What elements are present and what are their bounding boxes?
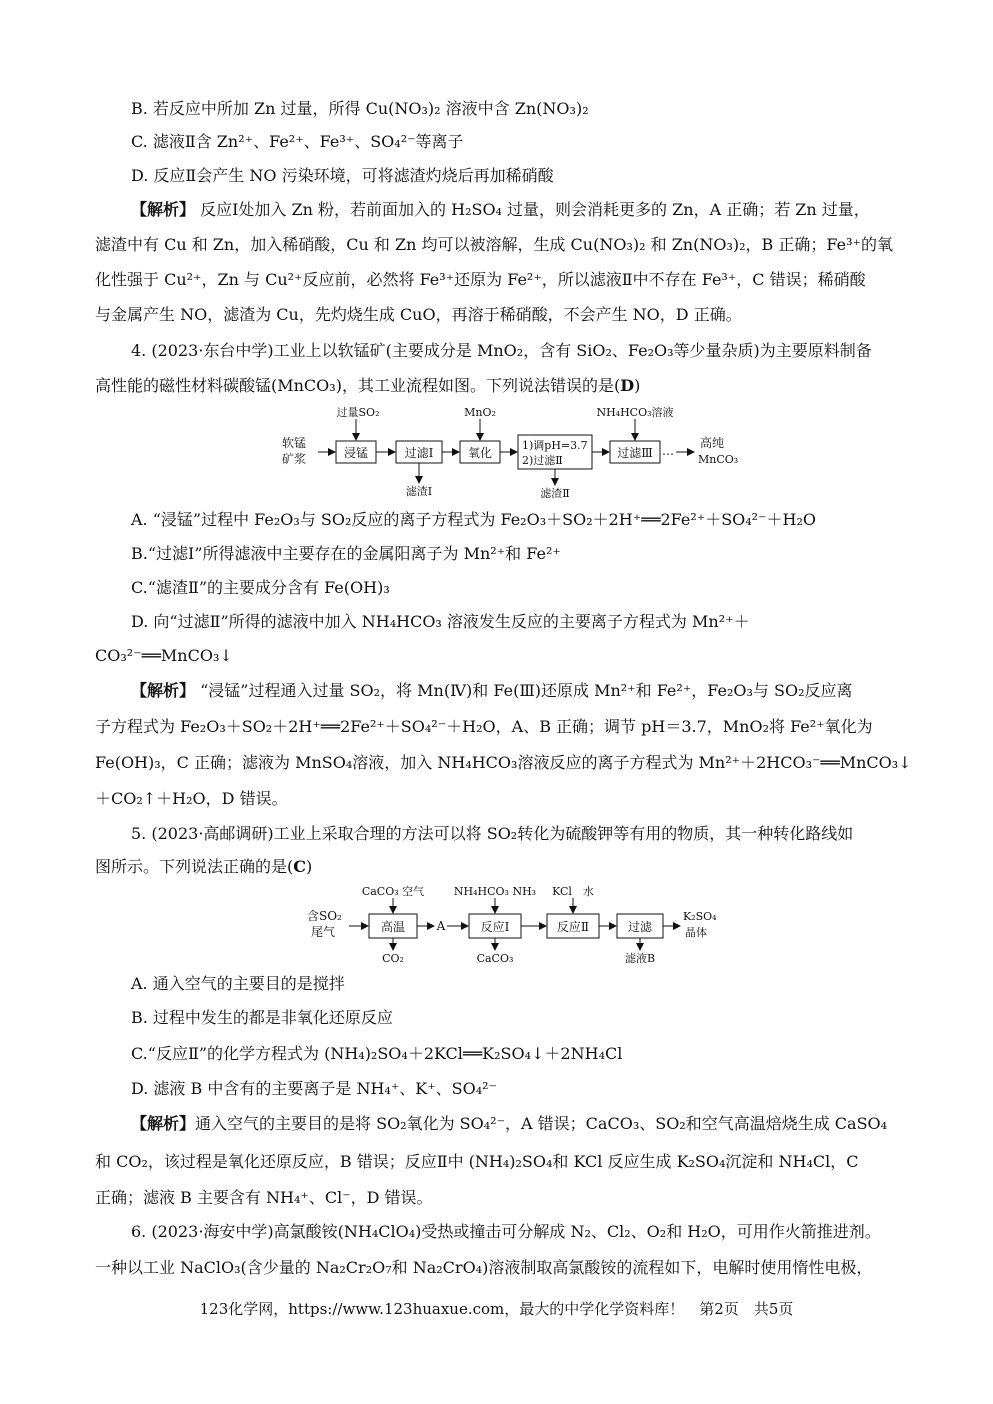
diagram2-intermediate: A (436, 919, 446, 933)
q4-explanation-line (131, 680, 852, 702)
diagram2-output: 晶体 (685, 926, 707, 939)
diagram2-byproduct: CO₂ (382, 952, 404, 965)
q4-option-b: B.“过滤Ⅰ”所得滤液中主要存在的金属阳离子为 Mn²⁺和 Fe²⁺ (131, 544, 561, 563)
q4-stem: 高性能的磁性材料碳酸锰(MnCO₃)，其工业流程如图。下列说法错误的是(D) (95, 376, 641, 395)
q4-answer-letter: D (620, 376, 635, 395)
diagram1-step-adjust: 2)过滤Ⅱ (522, 454, 563, 467)
flow-diagram-1 (280, 405, 750, 501)
diagram2-reagent: KCl 水 (552, 885, 594, 898)
q3-option-c: C. 滤液Ⅱ含 Zn²⁺、Fe²⁺、Fe³⁺、SO₄²⁻等离子 (131, 132, 464, 151)
explanation-tag: 【解析】 (131, 681, 196, 700)
q3-explanation-line: 与金属产生 NO，滤渣为 Cu，先灼烧生成 CuO，再溶于稀硝酸，不会产生 NO，D 正确。 (95, 305, 742, 324)
q3-explanation-line: 滤渣中有 Cu 和 Zn，加入稀硝酸，Cu 和 Zn 均可以被溶解，生成 Cu(NO₃)₂ 和 Zn(NO₃)₂，B 正确；Fe³⁺的氧 (95, 235, 893, 254)
q5-option-b: B. 过程中发生的都是非氧化还原反应 (131, 1008, 393, 1027)
diagram2-step-filter: 过滤 (627, 920, 653, 934)
q4-option-d: D. 向“过滤Ⅱ”所得的滤液中加入 NH₄HCO₃ 溶液发生反应的主要离子方程式为 Mn²⁺＋ (131, 612, 750, 631)
q5-option-c: C.“反应Ⅱ”的化学方程式为 (NH₄)₂SO₄＋2KCl══K₂SO₄↓＋2NH₄Cl (131, 1044, 623, 1063)
q4-option-d: CO₃²⁻══MnCO₃↓ (95, 646, 233, 665)
diagram2-reagent: CaCO₃ 空气 (361, 885, 425, 898)
q5-stem: 5. (2023·高邮调研)工业上采取合理的方法可以将 SO₂转化为硫酸钾等有用的物质，其一种转化路线如 (131, 824, 854, 843)
diagram1-output: MnCO₃ (698, 453, 739, 466)
explanation-tag: 【解析】 (131, 200, 196, 219)
q5-explanation-line: 和 CO₂，该过程是氧化还原反应，B 错误；反应Ⅱ中 (NH₄)₂SO₄和 KCl 反应生成 K₂SO₄沉淀和 NH₄Cl，C (95, 1152, 859, 1171)
diagram2-input: 尾气 (311, 925, 336, 939)
diagram1-step-leach: 浸锰 (343, 446, 369, 460)
q5-option-d: D. 滤液 B 中含有的主要离子是 NH₄⁺、K⁺、SO₄²⁻ (131, 1079, 498, 1098)
diagram1-ellipsis: … (662, 444, 674, 458)
diagram2-filtrate: 滤液B (624, 952, 656, 965)
diagram1-residue1: 滤渣Ⅰ (405, 485, 433, 498)
diagram2-output: K₂SO₄ (683, 910, 717, 923)
q3-explanation-line: 化性强于 Cu²⁺，Zn 与 Cu²⁺反应前，必然将 Fe³⁺还原为 Fe²⁺，所以滤液Ⅱ中不存在 Fe³⁺，C 错误；稀硝酸 (95, 270, 866, 289)
q5-explanation-line (131, 1113, 887, 1135)
diagram2-step-heat: 高温 (380, 920, 406, 934)
diagram1-step-filter1: 过滤Ⅰ (404, 446, 434, 460)
q5-stem: 图所示。下列说法正确的是(C) (95, 857, 313, 876)
diagram2-byproduct: CaCO₃ (476, 952, 514, 965)
diagram1-reagent: 过量SO₂ (336, 406, 380, 419)
q4-option-a: A. “浸锰”过程中 Fe₂O₃与 SO₂反应的离子方程式为 Fe₂O₃＋SO₂＋2H⁺══2Fe²⁺＋SO₄²⁻＋H₂O (131, 510, 817, 529)
page-footer: 123化学网，https://www.123huaxue.com，最大的中学化学资料库！ 第2页 共5页 (199, 1300, 794, 1318)
diagram2-reagent: NH₄HCO₃ NH₃ (453, 885, 537, 898)
q6-stem: 6. (2023·海安中学)高氯酸铵(NH₄ClO₄)受热或撞击可分解成 N₂、Cl₂、O₂和 H₂O，可用作火箭推进剂。 (131, 1222, 881, 1241)
q6-stem: 一种以工业 NaClO₃(含少量的 Na₂Cr₂O₇和 Na₂CrO₄)溶液制取高氯酸铵的流程如下，电解时使用惰性电极， (95, 1258, 873, 1277)
diagram1-reagent: MnO₂ (464, 406, 496, 419)
q4-explanation-line: Fe(OH)₃，C 正确；滤液为 MnSO₄溶液，加入 NH₄HCO₃溶液反应的离子方程式为 Mn²⁺＋2HCO₃⁻══MnCO₃↓ (95, 753, 912, 772)
q5-option-a: A. 通入空气的主要目的是搅拌 (131, 974, 345, 993)
explanation-tag: 【解析】 (131, 1114, 196, 1133)
q3-explanation-text: 反应Ⅰ处加入 Zn 粉，若前面加入的 H₂SO₄ 过量，则会消耗更多的 Zn，A 正确；若 Zn 过量， (200, 200, 870, 219)
diagram1-step-adjust: 1)调pH=3.7 (522, 439, 588, 452)
q5-answer-letter: C (293, 857, 306, 876)
flow-diagram-2 (305, 884, 725, 966)
q5-stem-text: 图所示。下列说法正确的是( (95, 857, 294, 876)
diagram1-input: 软锰 (282, 436, 307, 450)
q3-option-b: B. 若反应中所加 Zn 过量，所得 Cu(NO₃)₂ 溶液中含 Zn(NO₃)₂ (131, 99, 589, 118)
q4-stem: 4. (2023·东台中学)工业上以软锰矿(主要成分是 MnO₂，含有 SiO₂、Fe₂O₃等少量杂质)为主要原料制备 (131, 341, 872, 360)
diagram1-input: 矿浆 (282, 452, 307, 466)
q5-explanation-line: 正确；滤液 B 主要含有 NH₄⁺、Cl⁻，D 错误。 (95, 1188, 433, 1207)
diagram1-residue2: 滤渣Ⅱ (540, 487, 570, 500)
q4-explanation-text: “浸锰”过程通入过量 SO₂，将 Mn(Ⅳ)和 Fe(Ⅲ)还原成 Mn²⁺和 Fe²⁺，Fe₂O₃与 SO₂反应离 (200, 681, 853, 700)
q3-explanation-line (131, 199, 870, 221)
diagram2-step-reaction2: 反应Ⅱ (556, 920, 590, 934)
q3-option-d: D. 反应Ⅱ会产生 NO 污染环境，可将滤渣灼烧后再加稀硝酸 (131, 166, 554, 185)
q4-explanation-line: ＋CO₂↑＋H₂O，D 错误。 (95, 789, 288, 808)
diagram1-reagent: NH₄HCO₃溶液 (596, 406, 674, 419)
q4-explanation-line: 子方程式为 Fe₂O₃＋SO₂＋2H⁺══2Fe²⁺＋SO₄²⁻＋H₂O，A、B 正确；调节 pH＝3.7，MnO₂将 Fe²⁺氧化为 (95, 717, 873, 736)
diagram1-step-filter3: 过滤Ⅲ (617, 446, 653, 460)
diagram1-step-oxidize: 氧化 (467, 446, 493, 460)
q4-stem-text: 高性能的磁性材料碳酸锰(MnCO₃)，其工业流程如图。下列说法错误的是( (95, 376, 621, 395)
diagram2-input: 含SO₂ (307, 909, 342, 923)
q4-option-c: C.“滤渣Ⅱ”的主要成分含有 Fe(OH)₃ (131, 578, 390, 597)
diagram2-step-reaction1: 反应Ⅰ (480, 920, 510, 934)
q5-explanation-text: 通入空气的主要目的是将 SO₂氧化为 SO₄²⁻，A 错误；CaCO₃、SO₂和空气高温焙烧生成 CaSO₄ (195, 1114, 888, 1133)
diagram1-output: 高纯 (700, 436, 725, 450)
